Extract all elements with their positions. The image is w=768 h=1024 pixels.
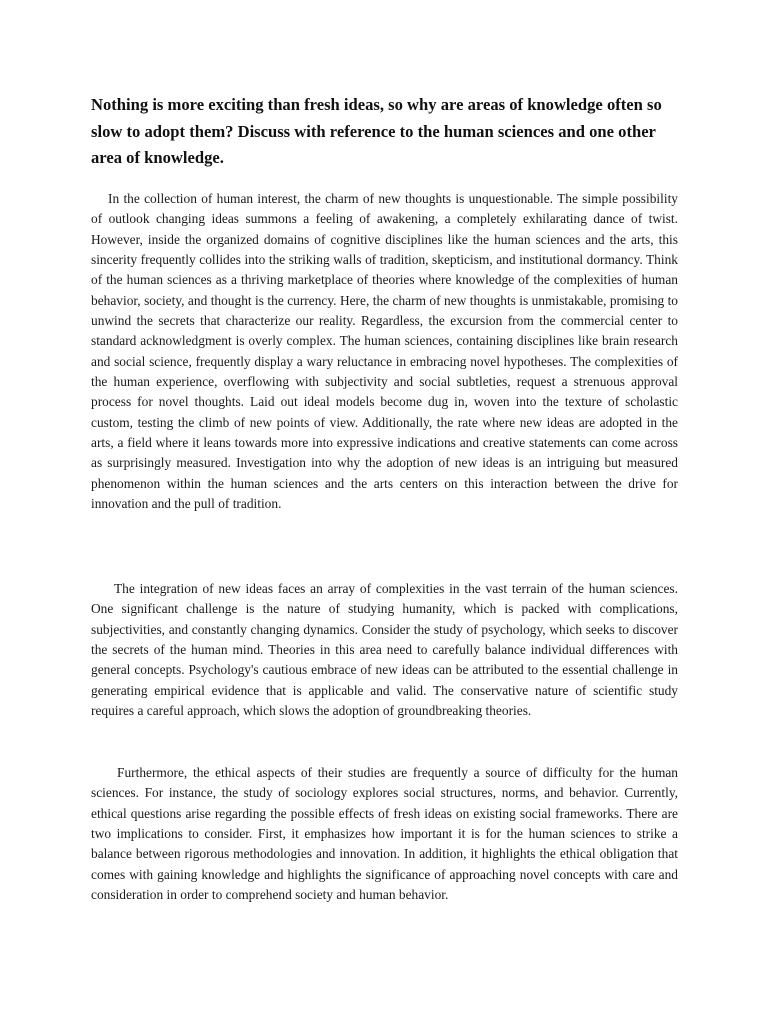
paragraph-3: Furthermore, the ethical aspects of their studies are frequently a source of difficulty for the human sciences. For instance, the study of sociology explores social structures, norms, and behavior. Currently, ethical questions arise regarding the possible effects of fresh ideas on existing social frameworks. There are two implications to consider. First, it emphasizes how important it is for the human sciences to strike a balance between rigorous methodologies and innovation. In addition, it highlights the ethical obligation that comes with gaining knowledge and highlights the significance of approaching novel concepts with care and consideration in order to comprehend society and human behavior. <box>91 765 678 903</box>
paragraph-2: The integration of new ideas faces an array of complexities in the vast terrain of the human sciences. One significant challenge is the nature of studying humanity, which is packed with complications, subjectivities, and constantly changing dynamics. Consider the study of psychology, which seeks to discover the secrets of the human mind. Theories in this area need to carefully balance individual differences with general concepts. Psychology's cautious embrace of new ideas can be attributed to the essential challenge in generating empirical evidence that is applicable and valid. The conservative nature of scientific study requires a careful approach, which slows the adoption of groundbreaking theories. <box>91 581 678 719</box>
essay-title: Nothing is more exciting than fresh ideas, so why are areas of knowledge often so slow to adopt them? Discuss with reference to the human sciences and one other area of knowledge. <box>91 95 662 167</box>
paragraph-1: In the collection of human interest, the charm of new thoughts is unquestionable. The simple possibility of outlook changing ideas summons a feeling of awakening, a completely exhilarating dance of twist. However, inside the organized domains of cognitive disciplines like the human sciences and the arts, this sincerity frequently collides into the striking walls of tradition, skepticism, and institutional dormancy. Think of the human sciences as a thriving marketplace of theories where knowledge of the complexities of human behavior, society, and thought is the currency. Here, the charm of new thoughts is unmistakable, promising to unwind the secrets that characterize our reality. Regardless, the excursion from the commercial center to standard acknowledgment is overly complex. The human sciences, containing disciplines like brain research and social science, frequently display a wary reluctance in embracing novel hypotheses. The complexities of the human experience, overflowing with subjectivity and social subtleties, request a strenuous approval process for novel thoughts. Laid out ideal models become dug in, woven into the texture of scholastic custom, testing the climb of new points of view. Additionally, the rate where new ideas are adopted in the arts, a field where it leans towards more into expressive indications and creative statements can come across as surprisingly measured. Investigation into why the adoption of new ideas is an intriguing but measured phenomenon within the human sciences and the arts centers on this interaction between the drive for innovation and the pull of tradition. <box>91 191 678 512</box>
